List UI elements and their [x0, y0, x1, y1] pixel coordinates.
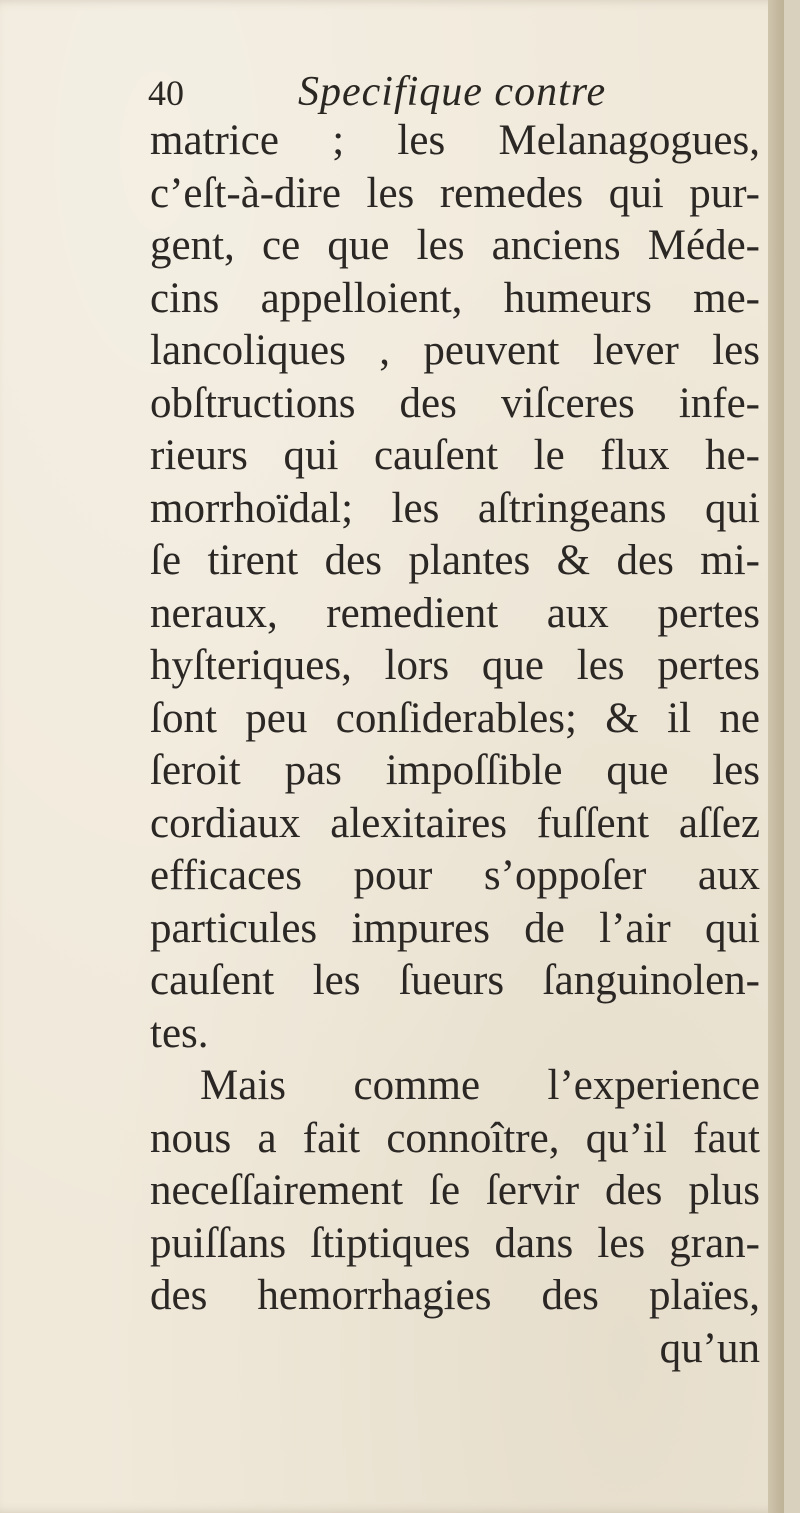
text-line: Mais comme l’experience: [200, 1062, 760, 1109]
catchword: qu’un: [659, 1324, 760, 1372]
text-line: hyſteriques, lors que les pertes: [150, 642, 760, 689]
text-line: ſe tirent des plantes & des mi-: [150, 537, 760, 584]
text-line: gent, ce que les anciens Méde-: [150, 222, 760, 269]
text-line: morrhoïdal; les aſtringeans qui: [150, 484, 760, 532]
text-line: c’eſt-à-dire les remedes qui pur-: [150, 169, 760, 217]
text-line: rieurs qui cauſent le flux he-: [150, 432, 760, 479]
page-number: 40: [148, 73, 184, 113]
text-line: cins appelloient, humeurs me-: [150, 274, 760, 322]
text-line: matrice ; les Melanagogues,: [150, 117, 760, 164]
text-line: nous a fait connoître, qu’il faut: [150, 1114, 760, 1162]
text-line: tes.: [150, 1009, 209, 1057]
text-line: neceſſairement ſe ſervir des plus: [150, 1167, 760, 1214]
text-line: lancoliques , peuvent lever les: [150, 327, 760, 374]
text-line: obſtructions des viſceres infe-: [150, 379, 760, 427]
text-line: efficaces pour s’oppoſer aux: [150, 852, 760, 899]
text-line: particules impures de l’air qui: [150, 904, 760, 952]
body-text: [150, 115, 760, 1375]
text-line: des hemorrhagies des plaïes,: [150, 1272, 760, 1319]
text-line: puiſſans ſtiptiques dans les gran-: [150, 1219, 760, 1267]
text-line: cordiaux alexitaires fuſſent aſſez: [150, 799, 760, 847]
text-line: neraux, remedient aux pertes: [150, 589, 760, 637]
text-line: ſont peu conſiderables; & il ne: [150, 694, 760, 742]
running-title: Specifique contre: [298, 69, 607, 115]
text-line: ſeroit pas impoſſible que les: [150, 747, 760, 794]
page-edge-shadow: [768, 0, 784, 1513]
text-line: cauſent les ſueurs ſanguinolen-: [150, 957, 760, 1004]
